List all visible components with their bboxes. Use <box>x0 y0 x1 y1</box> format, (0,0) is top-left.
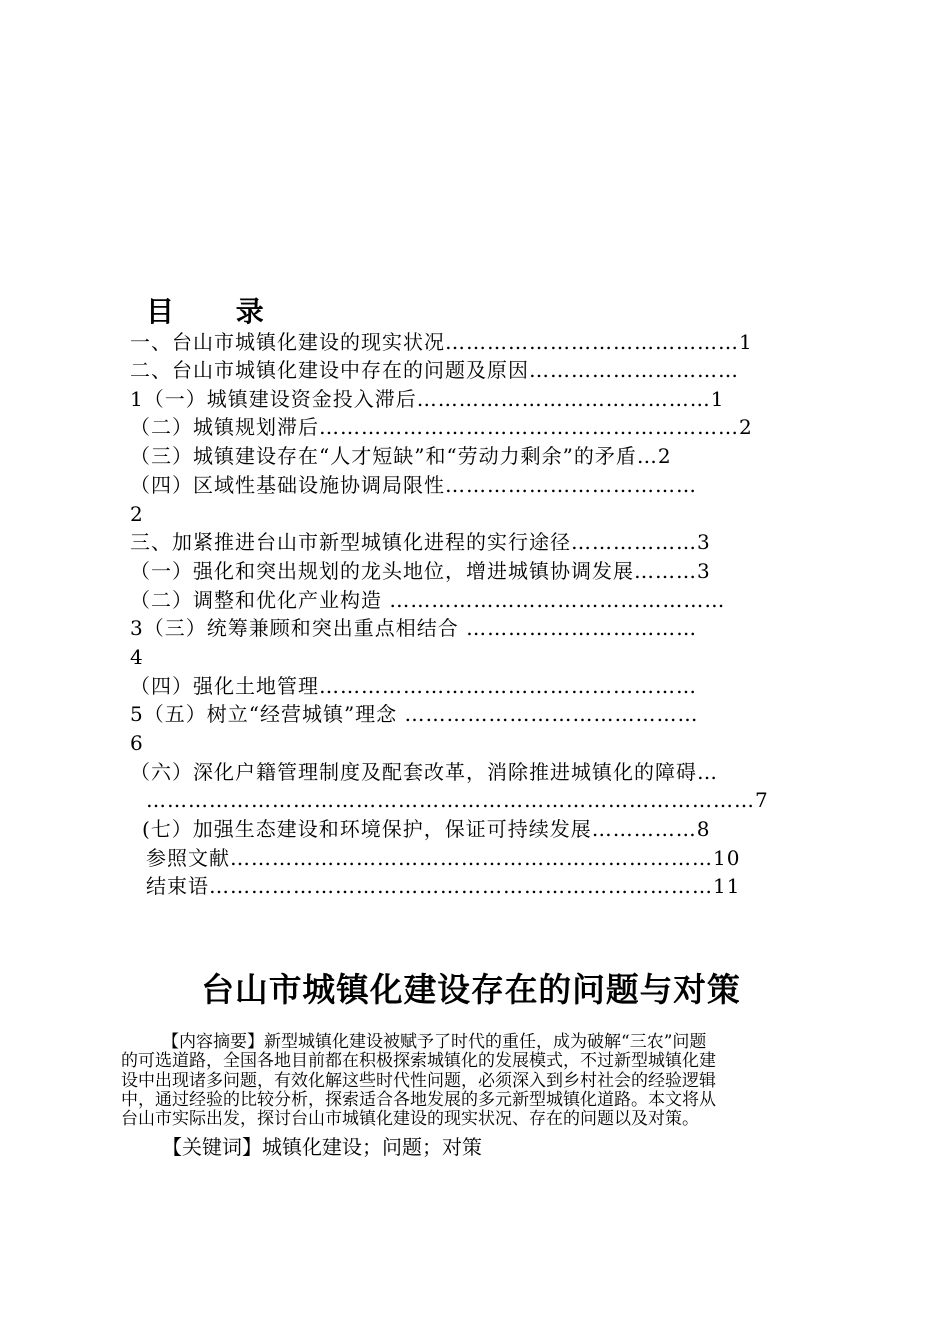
keywords: 【关键词】城镇化建设；问题；对策 <box>162 1135 482 1159</box>
toc-entry: 三、加紧推进台山市新型城镇化进程的实行途径………………3 <box>130 530 711 554</box>
toc-entry: （六）深化户籍管理制度及配套改革，消除推进城镇化的障碍… <box>130 760 718 784</box>
abstract-line: 设中出现诸多问题，有效化解这些时代性问题，必须深入到乡村社会的经验逻辑 <box>121 1071 716 1091</box>
toc-entry: 2 <box>130 502 144 526</box>
toc-entry: （四）区域性基础设施协调局限性……………………………… <box>130 473 697 497</box>
toc-entry: 6 <box>130 731 144 755</box>
toc-entry: ……………………………………………………………………………7 <box>146 788 769 812</box>
abstract-line: 中，通过经验的比较分析，探索适合各地发展的多元新型城镇化道路。本文将从 <box>121 1090 716 1110</box>
toc-entry: 二、台山市城镇化建设中存在的问题及原因………………………… <box>130 358 739 382</box>
toc-entry: （一）强化和突出规划的龙头地位，增进城镇协调发展………3 <box>130 559 711 583</box>
document-title: 台山市城镇化建设存在的问题与对策 <box>201 970 741 1009</box>
toc-entry: 参照文献……………………………………………………………10 <box>146 846 741 870</box>
toc-entry: 一、台山市城镇化建设的现实状况……………………………………1 <box>130 330 753 354</box>
abstract-line: 【内容摘要】新型城镇化建设被赋予了时代的重任，成为破解“三农”问题 <box>162 1032 707 1052</box>
toc-entry: 1（一）城镇建设资金投入滞后……………………………………1 <box>130 387 725 411</box>
abstract-line: 台山市实际出发，探讨台山市城镇化建设的现实状况、存在的问题以及对策。 <box>121 1109 699 1129</box>
toc-entry: 5（五）树立“经营城镇”理念 …………………………………… <box>130 702 699 726</box>
toc-entry: 4 <box>130 645 144 669</box>
toc-entry: （四）强化土地管理……………………………………………… <box>130 674 697 698</box>
toc-entry: （二）城镇规划滞后……………………………………………………2 <box>130 415 753 439</box>
toc-entry: 结束语………………………………………………………………11 <box>146 874 741 898</box>
toc-entry: (七）加强生态建设和环境保护，保证可持续发展……………8 <box>142 817 711 841</box>
toc-entry: （二）调整和优化产业构造 ………………………………………… <box>130 588 726 612</box>
toc-entry: 3（三）统筹兼顾和突出重点相结合 …………………………… <box>130 616 698 640</box>
abstract-line: 的可选道路，全国各地目前都在积极探索城镇化的发展模式，不过新型城镇化建 <box>121 1051 716 1071</box>
toc-entry: （三）城镇建设存在“人才短缺”和“劳动力剩余”的矛盾…2 <box>130 444 672 468</box>
toc-heading: 目 录 <box>146 295 290 328</box>
